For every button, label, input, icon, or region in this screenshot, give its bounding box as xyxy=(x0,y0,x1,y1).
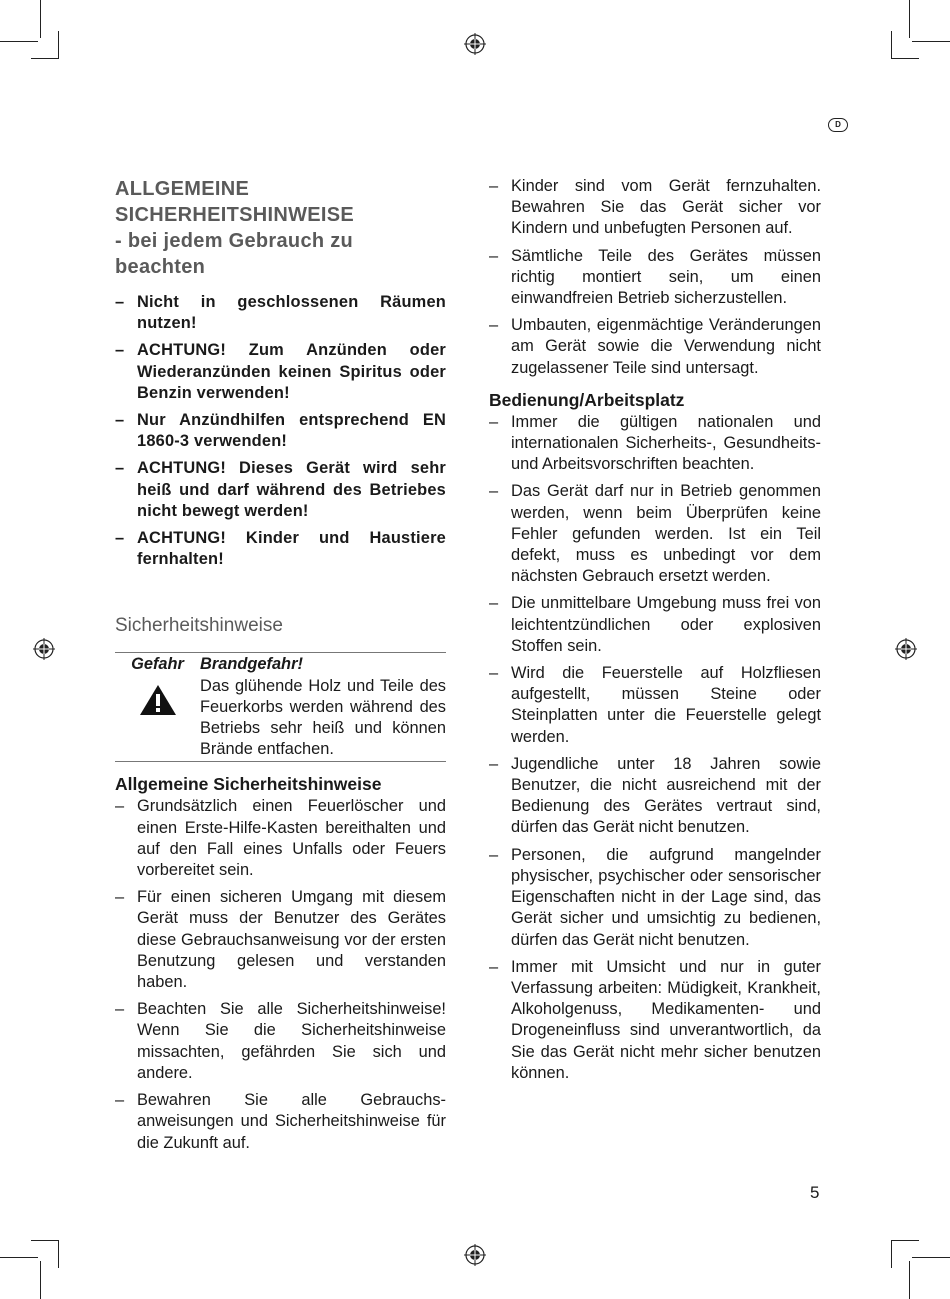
crop-mark xyxy=(891,58,919,59)
operation-list xyxy=(489,412,821,1084)
list-item: – Sämtliche Teile des Gerätes müssen richtig montiert sein, um einen einwandfreien Betrieb sicherzustellen. xyxy=(489,246,821,310)
list-item: – Wird die Feuerstelle auf Holzfliesen aufgestellt, müssen Steine oder Steinplatten unter die Feuerstelle gelegt werden. xyxy=(489,663,821,748)
page-number: 5 xyxy=(810,1183,820,1202)
section-heading: Sicherheitshinweise xyxy=(115,615,283,637)
main-title-line: SICHERHEITSHINWEISE xyxy=(115,204,355,226)
crop-mark xyxy=(912,41,950,42)
registration-mark-icon xyxy=(464,1244,486,1266)
crop-mark xyxy=(909,1261,910,1299)
main-title-subline: - bei jedem Gebrauch zu beachten xyxy=(115,230,354,278)
main-title-line: ALLGEMEINE xyxy=(115,178,250,200)
list-item: – Personen, die aufgrund mangelnder physischer, psychischer oder sensorischer Eigenschaften nicht in der Lage sind, das Gerät sicher und umsichtig zu bedienen, dürfen das Gerät nicht benutzen. xyxy=(489,845,821,951)
crop-mark xyxy=(31,1240,59,1241)
list-item: – Die unmittelbare Umgebung muss frei von leichtentzündlichen oder explosiven Stoffen sein. xyxy=(489,593,821,657)
crop-mark xyxy=(0,41,38,42)
list-item: – Nicht in geschlossenen Räumen nutzen! xyxy=(115,292,446,334)
left-column xyxy=(115,176,446,1160)
list-item: – ACHTUNG! Dieses Gerät wird sehr heiß und darf während des Betriebes nicht bewegt werden! xyxy=(115,458,446,522)
list-item: – Beachten Sie alle Sicherheitshinweise! Wenn Sie die Sicherheitshinweise missachten, gefährden Sie sich und andere. xyxy=(115,999,446,1084)
registration-mark-icon xyxy=(895,638,917,660)
crop-mark xyxy=(912,1257,950,1258)
crop-mark xyxy=(40,1261,41,1299)
hazard-signal-word: Gefahr xyxy=(131,655,184,674)
list-item: – Bewahren Sie alle Gebrauchsanweisungen und Sicherheitshinweise für die Zukunft auf. xyxy=(115,1090,446,1154)
crop-mark xyxy=(0,1257,38,1258)
list-item: – Jugendliche unter 18 Jahren sowie Benutzer, die nicht ausreichend mit der Bedienung des Gerätes vertraut sind, dürfen das Gerät nicht benutzen. xyxy=(489,754,821,839)
list-item: – Immer die gültigen nationalen und internationalen Sicherheits-, Gesundheits- und Arbeitsvorschriften beachten. xyxy=(489,412,821,476)
hazard-signal xyxy=(115,653,200,760)
crop-mark xyxy=(31,58,59,59)
list-item: – Grundsätzlich einen Feuerlöscher und einen Erste-Hilfe-Kasten bereithalten und auf den Fall eines Unfalls oder Feuers vorbereitet sein. xyxy=(115,796,446,881)
list-item: – Nur Anzündhilfen entsprechend EN 1860-3 verwenden! xyxy=(115,410,446,452)
list-item: – Für einen sicheren Umgang mit diesem Gerät muss der Benutzer des Gerätes diese Gebrauchsanweisung vor der ersten Benutzung gelesen und verstanden haben. xyxy=(115,887,446,993)
list-item: – Immer mit Umsicht und nur in guter Verfassung arbeiten: Müdigkeit, Krankheit, Alkoholgenuss, Medikamenten- und Drogeneinfluss sind unverantwortlich, da Sie das Gerät nicht mehr sicher benutzen können. xyxy=(489,957,821,1084)
registration-mark-icon xyxy=(33,638,55,660)
general-safety-heading: Allgemeine Sicherheitshinweise xyxy=(115,774,382,795)
crop-mark xyxy=(891,1240,919,1241)
crop-mark xyxy=(58,31,59,59)
warning-triangle-icon xyxy=(139,684,177,716)
list-item: – Umbauten, eigenmächtige Veränderungen am Gerät sowie die Verwendung nicht zugelassener Teile sind untersagt. xyxy=(489,315,821,379)
hazard-title: Brandgefahr! xyxy=(200,655,303,674)
list-item: – ACHTUNG! Zum Anzünden oder Wiederanzünden keinen Spiritus oder Benzin verwenden! xyxy=(115,340,446,404)
main-title xyxy=(115,176,446,280)
registration-mark-icon xyxy=(464,33,486,55)
operation-heading: Bedienung/Arbeitsplatz xyxy=(489,389,685,410)
list-item: – ACHTUNG! Kinder und Haustiere fernhalten! xyxy=(115,528,446,570)
hazard-text: Das glühende Holz und Teile des Feuerkorbs werden während des Betriebs sehr heiß und können Brände entfachen. xyxy=(200,676,446,759)
hazard-body xyxy=(200,653,446,760)
right-column xyxy=(489,176,821,1090)
list-item: – Kinder sind vom Gerät fernzuhalten. Bewahren Sie das Gerät sicher vor Kindern und unbefugten Personen auf. xyxy=(489,176,821,240)
general-safety-list xyxy=(115,796,446,1153)
crop-mark xyxy=(58,1240,59,1268)
key-warnings-list xyxy=(115,292,446,570)
list-item: – Das Gerät darf nur in Betrieb genommen werden, wenn beim Überprüfen keine Fehler gefunden werden. Ist ein Teil defekt, muss es unbedingt vor dem nächsten Gebrauch ersetzt werden. xyxy=(489,481,821,587)
crop-mark xyxy=(891,31,892,59)
general-safety-list-continued xyxy=(489,176,821,379)
hazard-notice xyxy=(115,652,446,762)
crop-mark xyxy=(891,1240,892,1268)
language-badge: D xyxy=(828,118,848,132)
crop-mark xyxy=(40,0,41,38)
crop-mark xyxy=(909,0,910,38)
